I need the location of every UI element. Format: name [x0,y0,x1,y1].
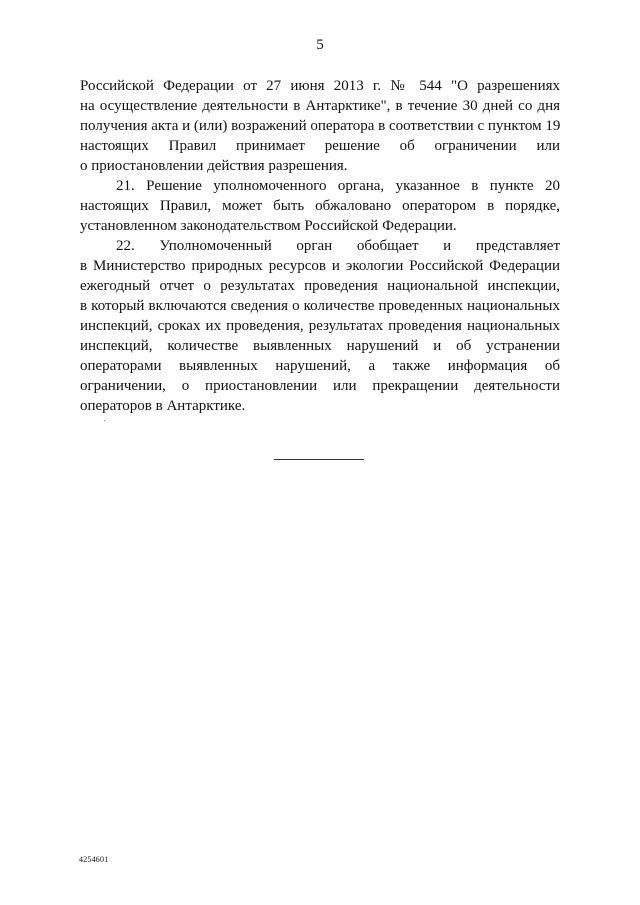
paragraph-21 [80,176,560,236]
text-line: настоящих Правил принимает решение об ограничении или [80,138,560,154]
scan-speck [104,420,105,421]
text-line: ежегодный отчет о результатах проведения национальной инспекции, [80,278,560,294]
text-line: 22. Уполномоченный орган обобщает и представляет [116,238,560,254]
text-line: инспекций, количестве выявленных нарушений и об устранении [80,338,560,354]
text-line: в Министерство природных ресурсов и экологии Российской Федерации [80,258,560,274]
text-line: Российской Федерации от 27 июня 2013 г. № 544 "О разрешениях [80,78,560,94]
document-code: 4254601 [79,855,109,864]
text-line: в который включаются сведения о количестве проведенных национальных [80,298,560,314]
text-line: на осуществление деятельности в Антарктике", в течение 30 дней со дня [80,98,560,114]
text-line: получения акта и (или) возражений оператора в соответствии с пунктом 19 [80,118,561,134]
text-line: инспекций, сроках их проведения, результатах проведения национальных [80,318,560,334]
text-line: настоящих Правил, может быть обжаловано оператором в порядке, [80,198,560,214]
page-number: 5 [316,37,324,53]
paragraph-22 [80,236,560,416]
end-of-text-rule [274,459,364,460]
text-line: 21. Решение уполномоченного органа, указанное в пункте 20 [116,178,560,194]
text-line: операторами выявленных нарушений, а также информация об [80,358,560,374]
paragraph-continuation [80,76,560,176]
text-line: установленном законодательством Российской Федерации. [80,218,457,234]
text-line: о приостановлении действия разрешения. [80,158,348,174]
text-line: операторов в Антарктике. [80,398,246,414]
text-line: ограничении, о приостановлении или прекращении деятельности [80,378,560,394]
document-body [80,76,560,416]
